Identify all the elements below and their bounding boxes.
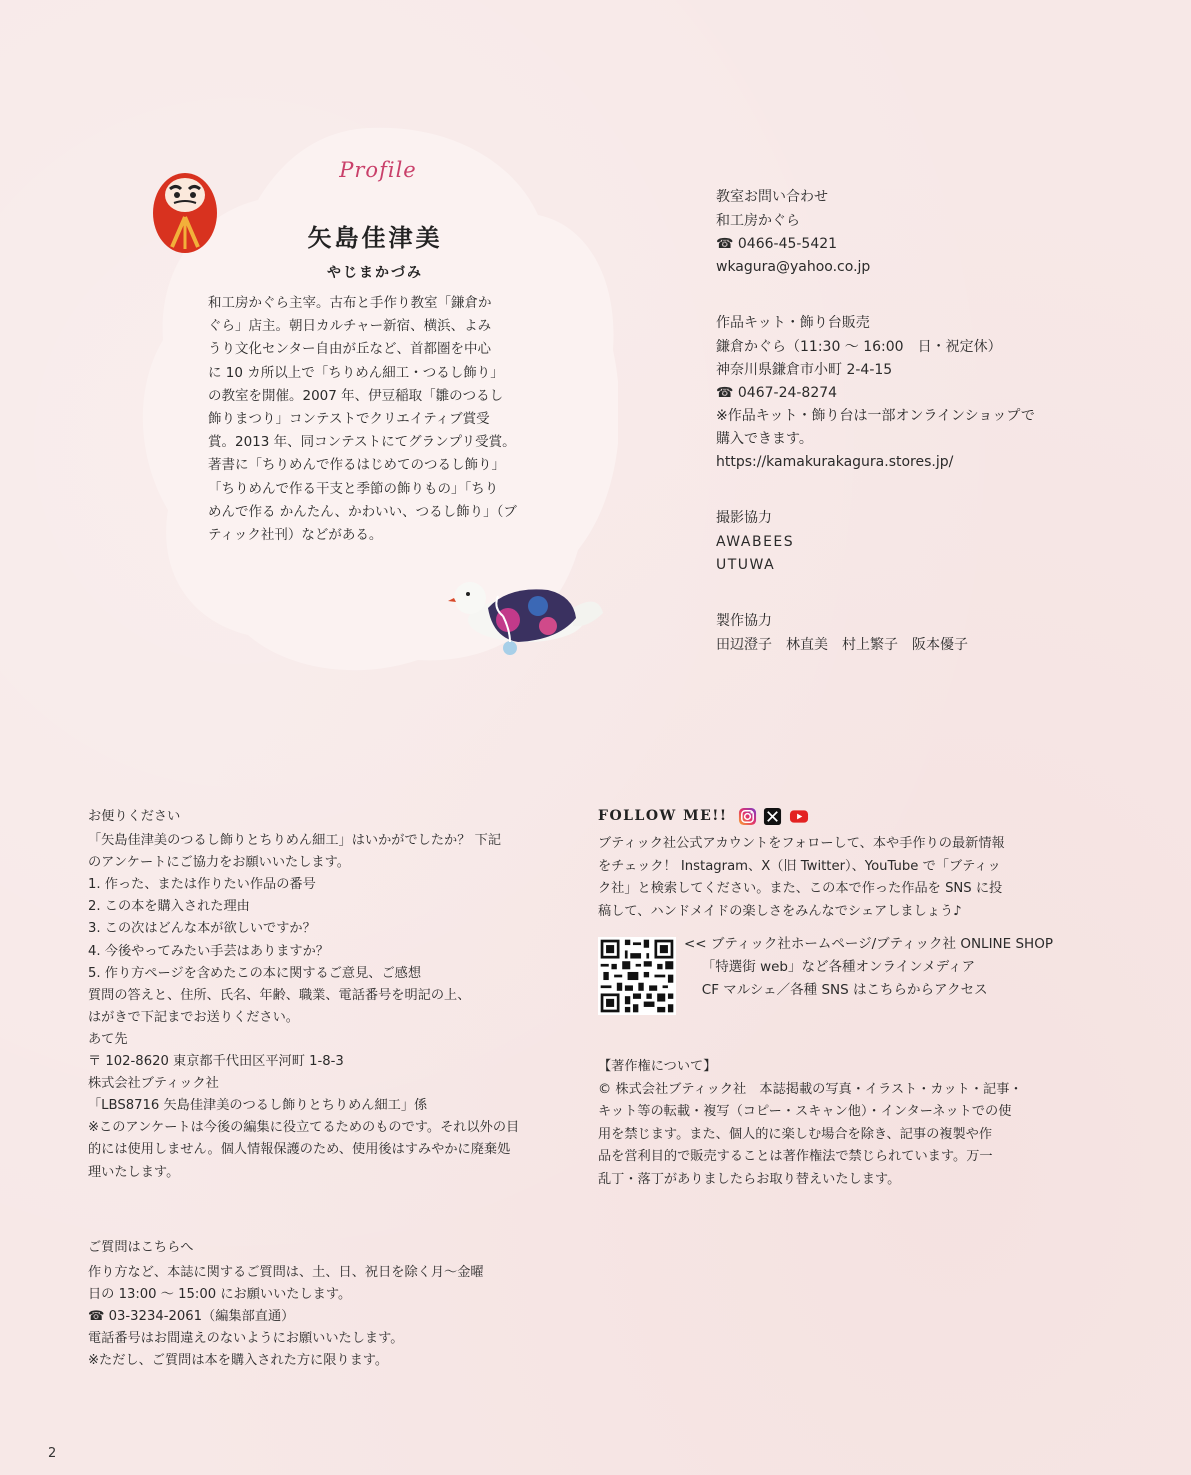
info-title: 製作協力 <box>716 613 772 629</box>
info-block-kit-sales <box>716 312 1156 474</box>
page-number: 2 <box>48 1446 57 1461</box>
info-line: 田辺澄子 林直美 村上繁子 阪本優子 <box>716 637 968 653</box>
info-line: 神奈川県鎌倉市小町 2-4-15 <box>716 362 893 378</box>
bio-line: めんで作る かんたん、かわいい、つるし飾り」（ブ <box>208 503 517 520</box>
qr-line: << ブティック社ホームページ/ブティック社 ONLINE SHOP <box>684 936 1053 952</box>
info-title: 教室お問い合わせ <box>716 189 828 205</box>
letters-line: 4. 今後やってみたい手芸はありますか？ <box>88 943 329 959</box>
questions-line: ☎ 03-3234-2061（編集部直通） <box>88 1309 295 1325</box>
letters-line: ※このアンケートは今後の編集に役立てるためのものです。それ以外の目 <box>88 1120 520 1136</box>
letters-line: はがきで下記までお送りください。 <box>88 1009 299 1025</box>
copyright-line: © 株式会社ブティック社 本誌掲載の写真・イラスト・カット・記事・ <box>598 1081 1023 1097</box>
copyright-title: 【著作権について】 <box>598 1059 717 1074</box>
info-block-photo-credit <box>716 507 1156 577</box>
youtube-icon[interactable] <box>788 807 810 826</box>
x-icon[interactable] <box>763 807 782 826</box>
bio-line: 著書に「ちりめんで作るはじめてのつるし飾り」 <box>208 457 505 474</box>
instagram-icon[interactable] <box>738 807 757 826</box>
qr-line: 「特選街 web」など各種オンラインメディア <box>684 959 976 975</box>
copyright-line: 乱丁・落丁がありましたらお取り替えいたします。 <box>598 1171 901 1187</box>
letters-title: お便りください <box>88 809 181 824</box>
follow-description <box>598 833 1068 923</box>
follow-line: をチェック！ Instagram、X（旧 Twitter）、YouTube で「ブティッ <box>598 858 1001 874</box>
follow-line: 稿して、ハンドメイドの楽しさをみんなでシェアしましょう♪ <box>598 903 962 919</box>
info-line: AWABEES <box>716 534 795 550</box>
letters-line: のアンケートにご協力をお願いいたします。 <box>88 855 350 871</box>
follow-line: ブティック社公式アカウントをフォローして、本や手作りの最新情報 <box>598 836 1005 851</box>
follow-line: ク社」と検索してください。また、この本で作った作品を SNS に投 <box>598 881 1003 896</box>
info-line: 鎌倉かぐら（11:30 〜 16:00 日・祝定休） <box>716 339 1002 355</box>
questions-title: ご質問はこちらへ <box>88 1240 194 1255</box>
bio-line: の教室を開催。2007 年、伊豆稲取「雛のつるし <box>208 387 504 404</box>
letters-line: あて先 <box>88 1031 128 1047</box>
contact-info <box>716 186 1156 690</box>
letters-line: 理いたします。 <box>88 1164 180 1180</box>
letters-section <box>88 806 550 1184</box>
info-block-classroom <box>716 186 1156 279</box>
letters-line: 3. この次はどんな本が欲しいですか？ <box>88 921 316 937</box>
qr-line: CF マルシェ／各種 SNS はこちらからアクセス <box>684 982 988 998</box>
letters-line: 的には使用しません。個人情報保護のため、使用後はすみやかに廃棄処 <box>88 1142 511 1158</box>
questions-line: 作り方など、本誌に関するご質問は、土、日、祝日を除く月〜金曜 <box>88 1265 484 1281</box>
bio-line: 飾りまつり」コンテストでクリエイティブ賞受 <box>208 411 490 428</box>
questions-line: 日の 13:00 〜 15:00 にお願いいたします。 <box>88 1287 352 1303</box>
info-line: 購入できます。 <box>716 431 813 447</box>
letters-line: 質問の答えと、住所、氏名、年齢、職業、電話番号を明記の上、 <box>88 987 471 1003</box>
follow-header <box>598 804 816 828</box>
fabric-bird-icon <box>448 568 606 670</box>
letters-line: 〒 102-8620 東京都千代田区平河町 1-8-3 <box>88 1054 344 1070</box>
email-link[interactable]: wkagura@yahoo.co.jp <box>716 259 871 275</box>
info-title: 撮影協力 <box>716 510 772 526</box>
questions-section <box>88 1237 550 1373</box>
questions-line: ※ただし、ご質問は本を購入された方に限ります。 <box>88 1353 389 1369</box>
qr-description <box>684 933 1053 1002</box>
info-line: UTUWA <box>716 557 776 573</box>
shop-url-link[interactable]: https://kamakurakagura.stores.jp/ <box>716 454 954 470</box>
info-block-production-credit <box>716 610 1156 657</box>
profile-heading: Profile <box>339 158 417 182</box>
bio-line: うり文化センター自由が丘など、首都圏を中心 <box>208 341 491 358</box>
info-line: 和工房かぐら <box>716 213 800 229</box>
questions-line: 電話番号はお間違えのないようにお願いいたします。 <box>88 1331 404 1347</box>
letters-line: 株式会社ブティック社 <box>88 1076 219 1092</box>
letters-line: 1. 作った、または作りたい作品の番号 <box>88 877 316 893</box>
qr-code-icon[interactable] <box>598 937 676 1015</box>
info-line: ※作品キット・飾り台は一部オンラインショップで <box>716 408 1035 424</box>
bio-line: 和工房かぐら主宰。古布と手作り教室「鎌倉か <box>208 295 492 311</box>
letters-line: 「LBS8716 矢島佳津美のつるし飾りとちりめん細工」係 <box>88 1098 428 1114</box>
follow-title: FOLLOW ME!! <box>598 808 728 824</box>
bio-line: ぐら」店主。朝日カルチャー新宿、横浜、よみ <box>208 318 492 335</box>
daruma-icon <box>150 165 220 255</box>
letters-line: 2. この本を購入された理由 <box>88 899 250 915</box>
copyright-line: キット等の転載・複写（コピー・スキャン他）・インターネットでの使 <box>598 1104 1012 1119</box>
info-title: 作品キット・飾り台販売 <box>716 315 870 331</box>
letters-line: 5. 作り方ページを含めたこの本に関するご意見、ご感想 <box>88 965 422 981</box>
info-line: ☎ 0466-45-5421 <box>716 236 838 252</box>
copyright-section <box>598 1056 1068 1191</box>
bio-line: に 10 カ所以上で「ちりめん細工・つるし飾り」 <box>208 364 504 381</box>
bio-line: 賞。2013 年、同コンテストにてグランプリ受賞。 <box>208 434 516 451</box>
author-bio <box>208 292 548 547</box>
author-name-reading: やじまかづみ <box>327 265 423 281</box>
info-line: ☎ 0467-24-8274 <box>716 385 838 401</box>
copyright-line: 用を禁じます。また、個人的に楽しむ場合を除き、記事の複製や作 <box>598 1126 993 1142</box>
bio-line: ティック社刊）などがある。 <box>208 527 383 544</box>
copyright-line: 品を営利目的で販売することは著作権法で禁じられています。万一 <box>598 1149 993 1164</box>
letters-line: 「矢島佳津美のつるし飾りとちりめん細工」はいかがでしたか？ 下記 <box>88 833 502 849</box>
bio-line: 「ちりめんで作る干支と季節の飾りもの」「ちり <box>208 480 499 497</box>
author-name: 矢島佳津美 <box>307 224 443 252</box>
